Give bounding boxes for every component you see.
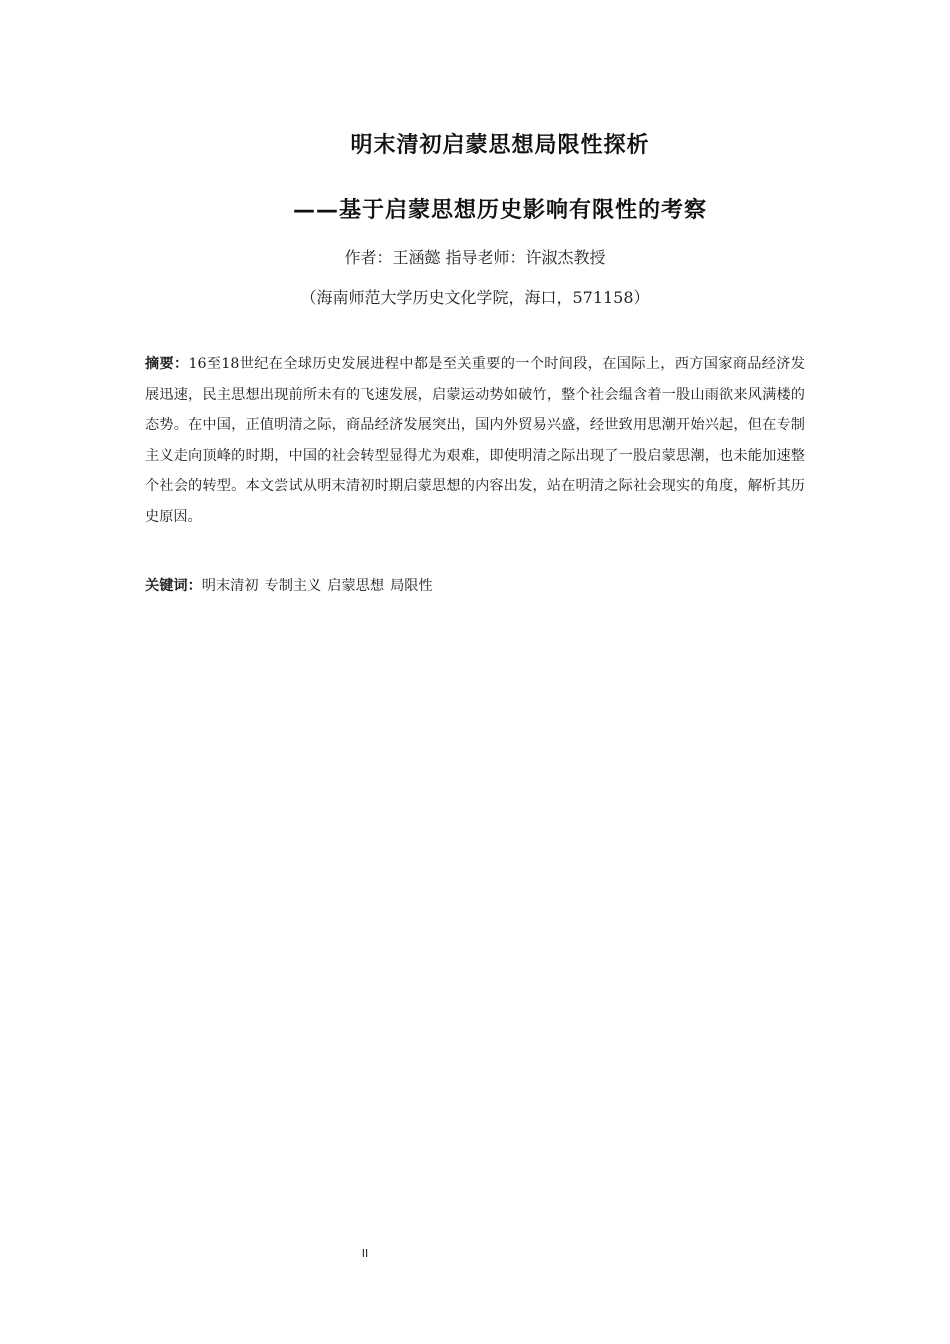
- keyword-item: 启蒙思想: [327, 578, 385, 594]
- keywords-line: [145, 574, 805, 598]
- abstract-paragraph: [145, 349, 805, 532]
- keywords-label: 关键词：: [145, 578, 202, 594]
- keyword-item: 专制主义: [264, 578, 322, 594]
- abstract-label: 摘要：: [145, 356, 189, 372]
- keyword-item: 局限性: [390, 578, 433, 594]
- paper-title: 明末清初启蒙思想局限性探析: [350, 133, 650, 158]
- paper-subtitle: ——基于启蒙思想历史影响有限性的考察: [292, 198, 707, 223]
- author-line: 作者：王涵懿 指导老师：许淑杰教授: [344, 248, 606, 267]
- affiliation-line: （海南师范大学历史文化学院，海口，571158）: [300, 288, 650, 307]
- page-number: II: [361, 1247, 369, 1260]
- abstract-text: 16至18世纪在全球历史发展进程中都是至关重要的一个时间段，在国际上，西方国家商品经济发展迅速，民主思想出现前所未有的飞速发展，启蒙运动势如破竹，整个社会缊含着一股山雨欲来风满楼的态势。在中国，正值明清之际，商品经济发展突出，国内外贸易兴盛，经世致用思潮开始兴起，但在专制主义走向顶峰的时期，中国的社会转型显得尤为艰难，即使明清之际出现了一股启蒙思潮，也未能加速整个社会的转型。本文尝试从明末清初时期启蒙思想的内容出发，站在明清之际社会现实的角度，解析其历史原因。: [145, 356, 805, 525]
- keyword-item: 明末清初: [201, 578, 259, 594]
